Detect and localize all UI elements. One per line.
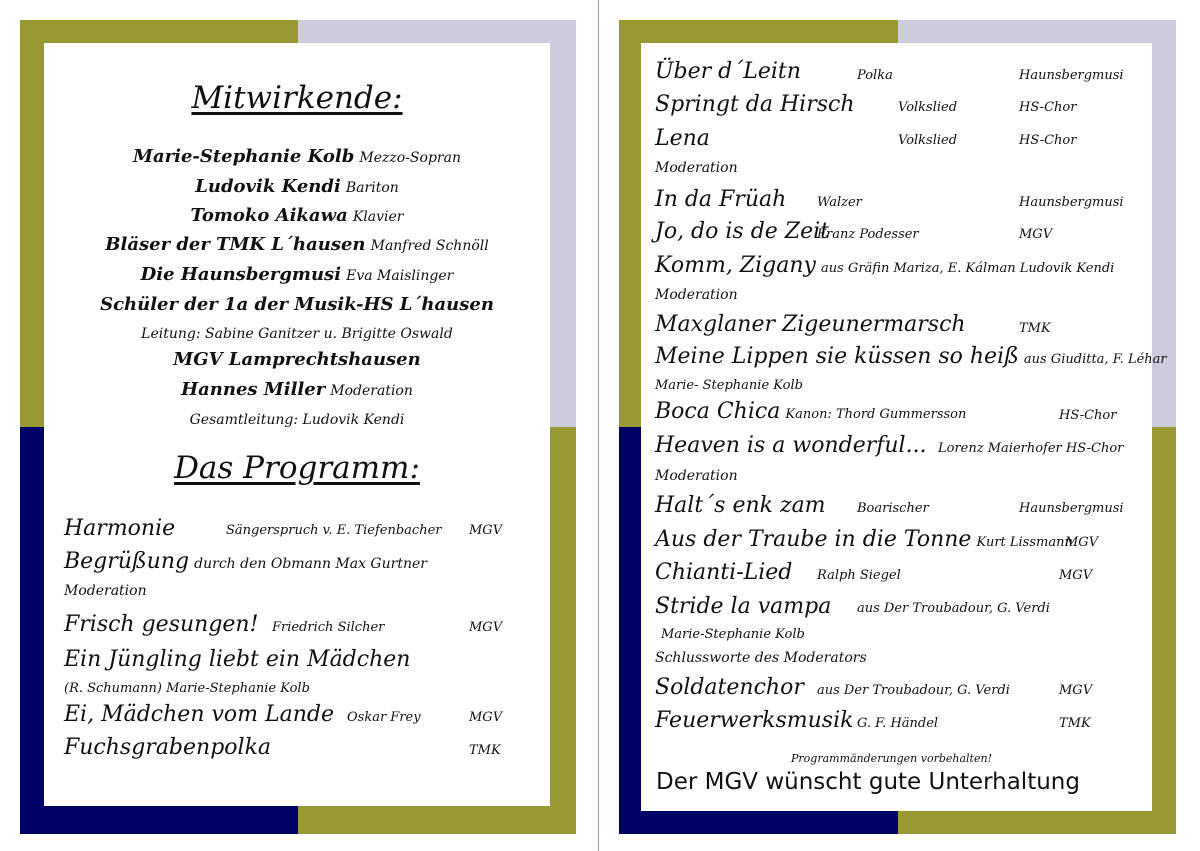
cast-line: Schüler der 1a der Musik-HS L´hausen bbox=[100, 294, 494, 315]
program-title: Stride la vampa bbox=[655, 594, 832, 619]
program-info: Marie-Stephanie Kolb bbox=[661, 627, 805, 642]
program-info: Moderation bbox=[655, 160, 738, 176]
program-info: aus Der Troubadour, G. Verdi bbox=[857, 601, 1050, 616]
program-info: Oskar Frey bbox=[347, 710, 421, 725]
program-title: Frisch gesungen! bbox=[64, 612, 259, 637]
left-card bbox=[44, 43, 550, 806]
cast-line: MGV Lamprechtshausen bbox=[173, 349, 421, 370]
program-line: Komm, Zigany aus Gräfin Mariza, E. Kálman Ludovik Kendi bbox=[655, 253, 1115, 278]
program-title: Heaven is a wonderful... bbox=[655, 433, 927, 458]
program-performer: HS-Chor bbox=[1059, 408, 1117, 423]
program-title: Springt da Hirsch bbox=[655, 92, 855, 117]
program-info: Schlussworte des Moderators bbox=[655, 650, 867, 666]
program-title: Halt´s enk zam bbox=[655, 493, 826, 518]
program-info: Moderation bbox=[64, 583, 147, 599]
program-line: Boca Chica Kanon: Thord Gummersson bbox=[655, 399, 967, 424]
program-title: Chianti-Lied bbox=[655, 560, 793, 585]
program-info: (R. Schumann) Marie-Stephanie Kolb bbox=[64, 681, 310, 696]
program-performer: TMK bbox=[1019, 321, 1051, 336]
cast-line: Leitung: Sabine Ganitzer u. Brigitte Oswald bbox=[141, 326, 453, 342]
cast-line: Gesamtleitung: Ludovik Kendi bbox=[189, 412, 405, 428]
program-info: Boarischer bbox=[857, 501, 929, 516]
program-title: Soldatenchor bbox=[655, 675, 804, 700]
cast-line: Bläser der TMK L´hausen Manfred Schnöll bbox=[105, 234, 489, 255]
program-info: Franz Podesser bbox=[817, 227, 919, 242]
cast-line: Marie-Stephanie Kolb Mezzo-Sopran bbox=[133, 146, 461, 167]
cast-line: Tomoko Aikawa Klavier bbox=[190, 205, 404, 226]
program-title: Maxglaner Zigeunermarsch bbox=[655, 312, 966, 337]
center-fold bbox=[598, 0, 599, 851]
program-title: Harmonie bbox=[64, 516, 176, 541]
program-title: Über d´Leitn bbox=[655, 59, 801, 84]
program-line: Begrüßung durch den Obmann Max Gurtner bbox=[64, 549, 427, 574]
program-title: Ei, Mädchen vom Lande bbox=[64, 702, 335, 727]
program-performer: MGV bbox=[1019, 227, 1053, 242]
program-performer: Haunsbergmusi bbox=[1019, 195, 1124, 210]
program-title: Ein Jüngling liebt ein Mädchen bbox=[64, 647, 411, 672]
program-title: Jo, do is de Zeit bbox=[655, 219, 829, 244]
program-performer: TMK bbox=[469, 743, 501, 758]
program-info: Ralph Siegel bbox=[817, 568, 901, 583]
program-info: Sängerspruch v. E. Tiefenbacher bbox=[226, 523, 442, 538]
program-performer: MGV bbox=[469, 523, 503, 538]
program-performer: Haunsbergmusi bbox=[1019, 68, 1124, 83]
cast-line: Hannes Miller Moderation bbox=[181, 379, 413, 400]
program-info: aus Der Troubadour, G. Verdi bbox=[817, 683, 1010, 698]
program-performer: TMK bbox=[1059, 716, 1091, 731]
cast-line: Die Haunsbergmusi Eva Maislinger bbox=[140, 264, 454, 285]
program-info: Moderation bbox=[655, 468, 738, 484]
program-performer: MGV bbox=[1059, 568, 1093, 583]
program-line: Meine Lippen sie küssen so heiß aus Giuditta, F. Léhar bbox=[655, 344, 1167, 369]
program-performer: HS-Chor bbox=[1019, 100, 1077, 115]
cast-heading: Mitwirkende: bbox=[191, 80, 403, 116]
right-card bbox=[641, 43, 1167, 811]
left-page bbox=[20, 20, 576, 834]
program-title: Lena bbox=[655, 126, 710, 151]
program-info: Polka bbox=[857, 68, 893, 83]
program-title: In da Früah bbox=[655, 187, 787, 212]
program-performer: MGV bbox=[469, 710, 503, 725]
program-info: Lorenz Maierhofer HS-Chor bbox=[938, 441, 1124, 456]
program-performer: MGV bbox=[1065, 535, 1099, 550]
change-notice: Programmänderungen vorbehalten! bbox=[791, 752, 992, 765]
program-performer: Haunsbergmusi bbox=[1019, 501, 1124, 516]
program-heading: Das Programm: bbox=[174, 450, 420, 486]
program-info: Volkslied bbox=[898, 133, 958, 148]
cast-line: Ludovik Kendi Bariton bbox=[195, 176, 399, 197]
closing-message: Der MGV wünscht gute Unterhaltung bbox=[656, 769, 1080, 795]
program-info: Walzer bbox=[817, 195, 862, 210]
program-performer: MGV bbox=[1059, 683, 1093, 698]
program-title: Fuchsgrabenpolka bbox=[64, 735, 272, 760]
program-title: Feuerwerksmusik bbox=[655, 708, 854, 733]
program-info: Marie- Stephanie Kolb bbox=[655, 378, 803, 393]
program-info: G. F. Händel bbox=[857, 716, 939, 731]
program-line: Aus der Traube in die Tonne Kurt Lissmann bbox=[655, 527, 1073, 552]
program-info: Friedrich Silcher bbox=[272, 620, 385, 635]
right-page bbox=[619, 20, 1176, 834]
program-info: Volkslied bbox=[898, 100, 958, 115]
program-performer: HS-Chor bbox=[1019, 133, 1077, 148]
program-info: Moderation bbox=[655, 287, 738, 303]
program-performer: MGV bbox=[469, 620, 503, 635]
